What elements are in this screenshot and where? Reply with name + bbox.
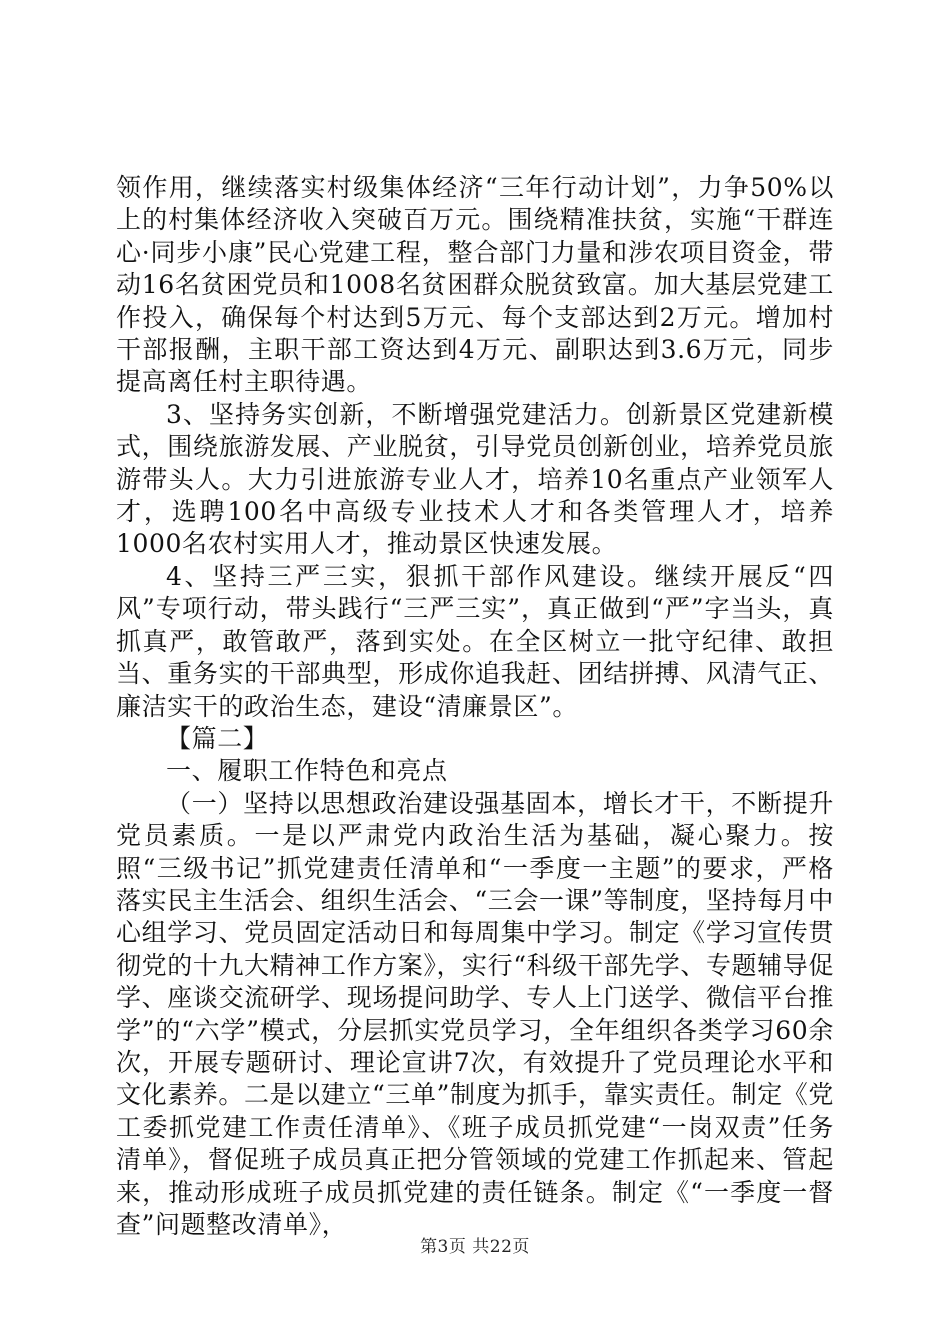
paragraph-item-4: 4、坚持三严三实，狠抓干部作风建设。继续开展反“四风”专项行动，带头践行“三严三实”，真正做到“严”字当头，真抓真严，敢管敢严，落到实处。在全区树立一批守纪律、敢担当、重务实的干部典型，形成你追我赶、团结拼搏、风清气正、廉洁实干的政治生态，建设“清廉景区”。: [116, 561, 834, 721]
page-number: 第3页 共22页: [420, 1237, 530, 1257]
paragraph-part-one: （一）坚持以思想政治建设强基固本，增长才干，不断提升党员素质。一是以严肃党内政治生活为基础，凝心聚力。按照“三级书记”抓党建责任清单和“一季度一主题”的要求，严格落实民主生活会、组织生活会、“三会一课”等制度，坚持每月中心组学习、党员固定活动日和每周集中学习。制定《学习宣传贯彻党的十九大精神工作方案》，实行“科级干部先学、专题辅导促学、座谈交流研学、现场提问助学、专人上门送学、微信平台推学”的“六学”模式，分层抓实党员学习，全年组织各类学习60余次，开展专题研讨、理论宣讲7次，有效提升了党员理论水平和文化素养。二是以建立“三单”制度为抓手，靠实责任。制定《党工委抓党建工作责任清单》、《班子成员抓党建“一岗双责”任务清单》，督促班子成员真正把分管领域的党建工作抓起来、管起来，推动形成班子成员抓党建的责任链条。制定《“一季度一督查”问题整改清单》，: [116, 788, 834, 1239]
paragraph-item-3: 3、坚持务实创新，不断增强党建活力。创新景区党建新模式，围绕旅游发展、产业脱贫，引导党员创新创业，培养党员旅游带头人。大力引进旅游专业人才，培养10名重点产业领军人才，选聘100名中高级专业技术人才和各类管理人才，培养1000名农村实用人才，推动景区快速发展。: [116, 399, 834, 559]
paragraph-continuation: 领作用，继续落实村级集体经济“三年行动计划”，力争50%以上的村集体经济收入突破百万元。围绕精准扶贫，实施“干群连心·同步小康”民心党建工程，整合部门力量和涉农项目资金，带动16名贫困党员和1008名贫困群众脱贫致富。加大基层党建工作投入，确保每个村达到5万元、每个支部达到2万元。增加村干部报酬，主职干部工资达到4万元、副职达到3.6万元，同步提高离任村主职待遇。: [116, 173, 834, 397]
section-heading: 【篇二】: [166, 723, 269, 753]
subsection-heading: 一、履职工作特色和亮点: [166, 756, 448, 786]
document-body: [116, 172, 834, 1241]
